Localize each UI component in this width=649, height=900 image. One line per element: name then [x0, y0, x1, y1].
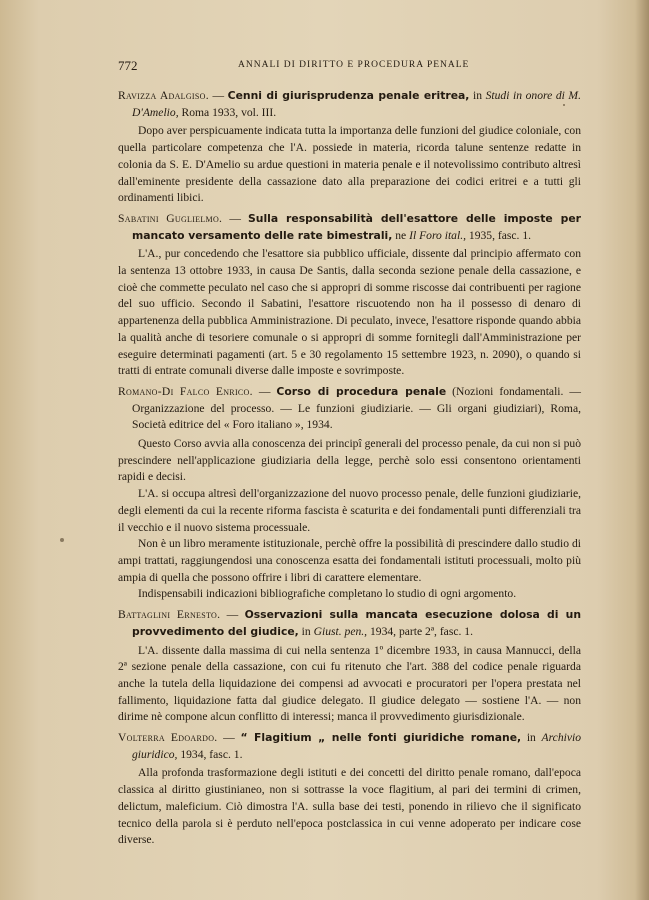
review-entry [118, 384, 581, 603]
entry-title: Cenni di giurisprudenza penale eritrea, [227, 89, 470, 102]
entry-title: Sulla responsabilità dell'esattore delle imposte per mancato versamento delle rate bimestrali, [132, 211, 581, 242]
citation [118, 607, 581, 640]
entry-title: Osservazioni sulla mancata esecuzione dolosa di un provvedimento del giudice, [132, 608, 582, 638]
entry-author: Romano-Di Falco Enrico. [118, 384, 253, 398]
entry-pre: in [521, 731, 542, 745]
entry-paragraph: Indispensabili indicazioni bibliografiche completano lo studio di ogni argomento. [138, 587, 517, 601]
entry-separator: — [252, 384, 277, 398]
review-entry [118, 730, 581, 849]
page-content [118, 88, 581, 853]
page-gutter-shadow [635, 0, 649, 900]
entry-details: (Nozioni fondamentali. — Organizzazione del processo. — Le funzioni giudiziarie. — Gli organi giudiziari), Roma, Società editrice del « Foro italiano », 1934. [132, 384, 581, 432]
page-header [118, 58, 581, 76]
citation [118, 211, 581, 244]
entry-paragraph: Alla profonda trasformazione degli istituti e dei concetti del diritto penale romano, dall'epoca classica al diritto giustinianeo, non si sottrasse la voce flagitium, al pari dei termini di crimen, delictum, maleficium. Ciò dimostra l'A. sulla base dei testi, ponendo in rilievo che il significato tecnico della parola si è perduto nell'epoca postclassica in cui venne adoperato per indicare cose diverse. [118, 766, 581, 847]
entry-source: Il Foro ital., [409, 228, 466, 242]
entry-details: Roma 1933, vol. III. [178, 105, 277, 119]
entry-title: “ Flagitium „ nelle fonti giuridiche romane, [240, 731, 522, 745]
entry-details: 1935, fasc. 1. [466, 228, 532, 242]
citation [118, 384, 581, 434]
review-entry [118, 211, 581, 380]
entry-paragraph: L'A. si occupa altresì dell'organizzazione del nuovo processo penale, delle funzioni giudiziarie, degli elementi da cui la recente riforma fascista è scaturita e dei fondamentali punti differenziali tra il vecchio e il nuovo sistema processuale. [118, 487, 581, 534]
entry-author: Volterra Edoardo. [118, 731, 218, 745]
entry-author: Sabatini Guglielmo. [118, 211, 223, 225]
citation [118, 88, 581, 121]
entry-details: 1934, fasc. 1. [177, 747, 243, 761]
entry-pre: in [469, 89, 486, 102]
review-entry [118, 607, 581, 726]
entry-title: Corso di procedura penale [276, 384, 447, 398]
review-entry [118, 88, 581, 207]
entry-paragraph: Non è un libro meramente istituzionale, perchè offre la possibilità di prescindere dallo studio di ampi trattati, raggiungendosi una conoscenza esatta dei fondamentali istituti processuali, molto più ampia di quella che possono offrire i libri di carattere elementare. [118, 537, 581, 584]
entry-pre: in [298, 624, 314, 638]
entry-paragraph: Questo Corso avvia alla conoscenza dei principî generali del processo penale, da cui non si può prescindere nell'applicazione giudiziaria della legge, perchè solo essi consentono orientamenti rapidi e decisi. [118, 437, 581, 484]
entry-author: Ravizza Adalgiso. [118, 89, 209, 102]
entry-separator: — [222, 211, 248, 225]
entry-paragraph: L'A. dissente dalla massima di cui nella sentenza 1º dicembre 1933, in causa Mannucci, della 2ª sezione penale della cassazione, con cui fu ritenuto che l'art. 388 del codice penale riguarda anche la tutela della liquidazione dei compensi ad avvocati e procuratori per l'opera prestata nel fallimento, liquidazione fatta dal giudice delegato. Il giudice delegato — sostiene l'A. — non dirime nè compone alcun conflitto di interessi; manca il provvedimento giurisdizionale. [118, 643, 581, 724]
entry-paragraph: Dopo aver perspicuamente indicata tutta la importanza delle funzioni del giudice coloniale, con quella particolare competenza che l'A. possiede in materia, ricorda talune sentenze redatte in colonia da S. E. D'Amelio su ardue questioni in materia penale e il notevolissimo contributo altresì dall'eminente presidente della cassazione dato alla preparazione dei codici eritrei e a tutti gli ordinamenti libici. [118, 124, 581, 205]
entry-source: Studi in onore di M. D'Amelio, [132, 89, 581, 119]
entry-author: Battaglini Ernesto. [118, 608, 221, 622]
entry-details: 1934, parte 2ª, fasc. 1. [367, 624, 473, 638]
page-number: 772 [118, 58, 138, 73]
entry-source: Archivio giuridico, [132, 731, 582, 761]
running-title: ANNALI DI DIRITTO E PROCEDURA PENALE [238, 60, 470, 70]
entry-separator: — [208, 89, 228, 102]
citation [118, 730, 581, 763]
entry-separator: — [217, 731, 241, 745]
margin-mark [60, 538, 64, 542]
entry-separator: — [220, 608, 245, 622]
entry-source: Giust. pen., [313, 624, 368, 638]
entry-paragraph: L'A., pur concedendo che l'esattore sia pubblico ufficiale, dissente dal principio affermato con la sentenza 13 ottobre 1933, in causa De Santis, dalla seconda sezione penale della cassazione, e cioè che commette peculato nel caso che si appropri di somme riscosse dai contribuenti per ragione del suo ufficio. Secondo il Sabatini, l'esattore riscuotendo non ha il possesso di denaro di appartenenza della pubblica Amministrazione. Di peculato, invece, l'esattore risponde quando abbia la qualità anche di tesoriere comunale o si appropri di somme fornitegli dall'Amministrazione per eseguire determinati pagamenti (art. 5 e 30 regolamento 15 settembre 1923, n. 2090), o quando si tratti di entrate comunali diverse dalle imposte e sovrimposte. [118, 247, 581, 378]
entry-pre: ne [392, 228, 410, 242]
